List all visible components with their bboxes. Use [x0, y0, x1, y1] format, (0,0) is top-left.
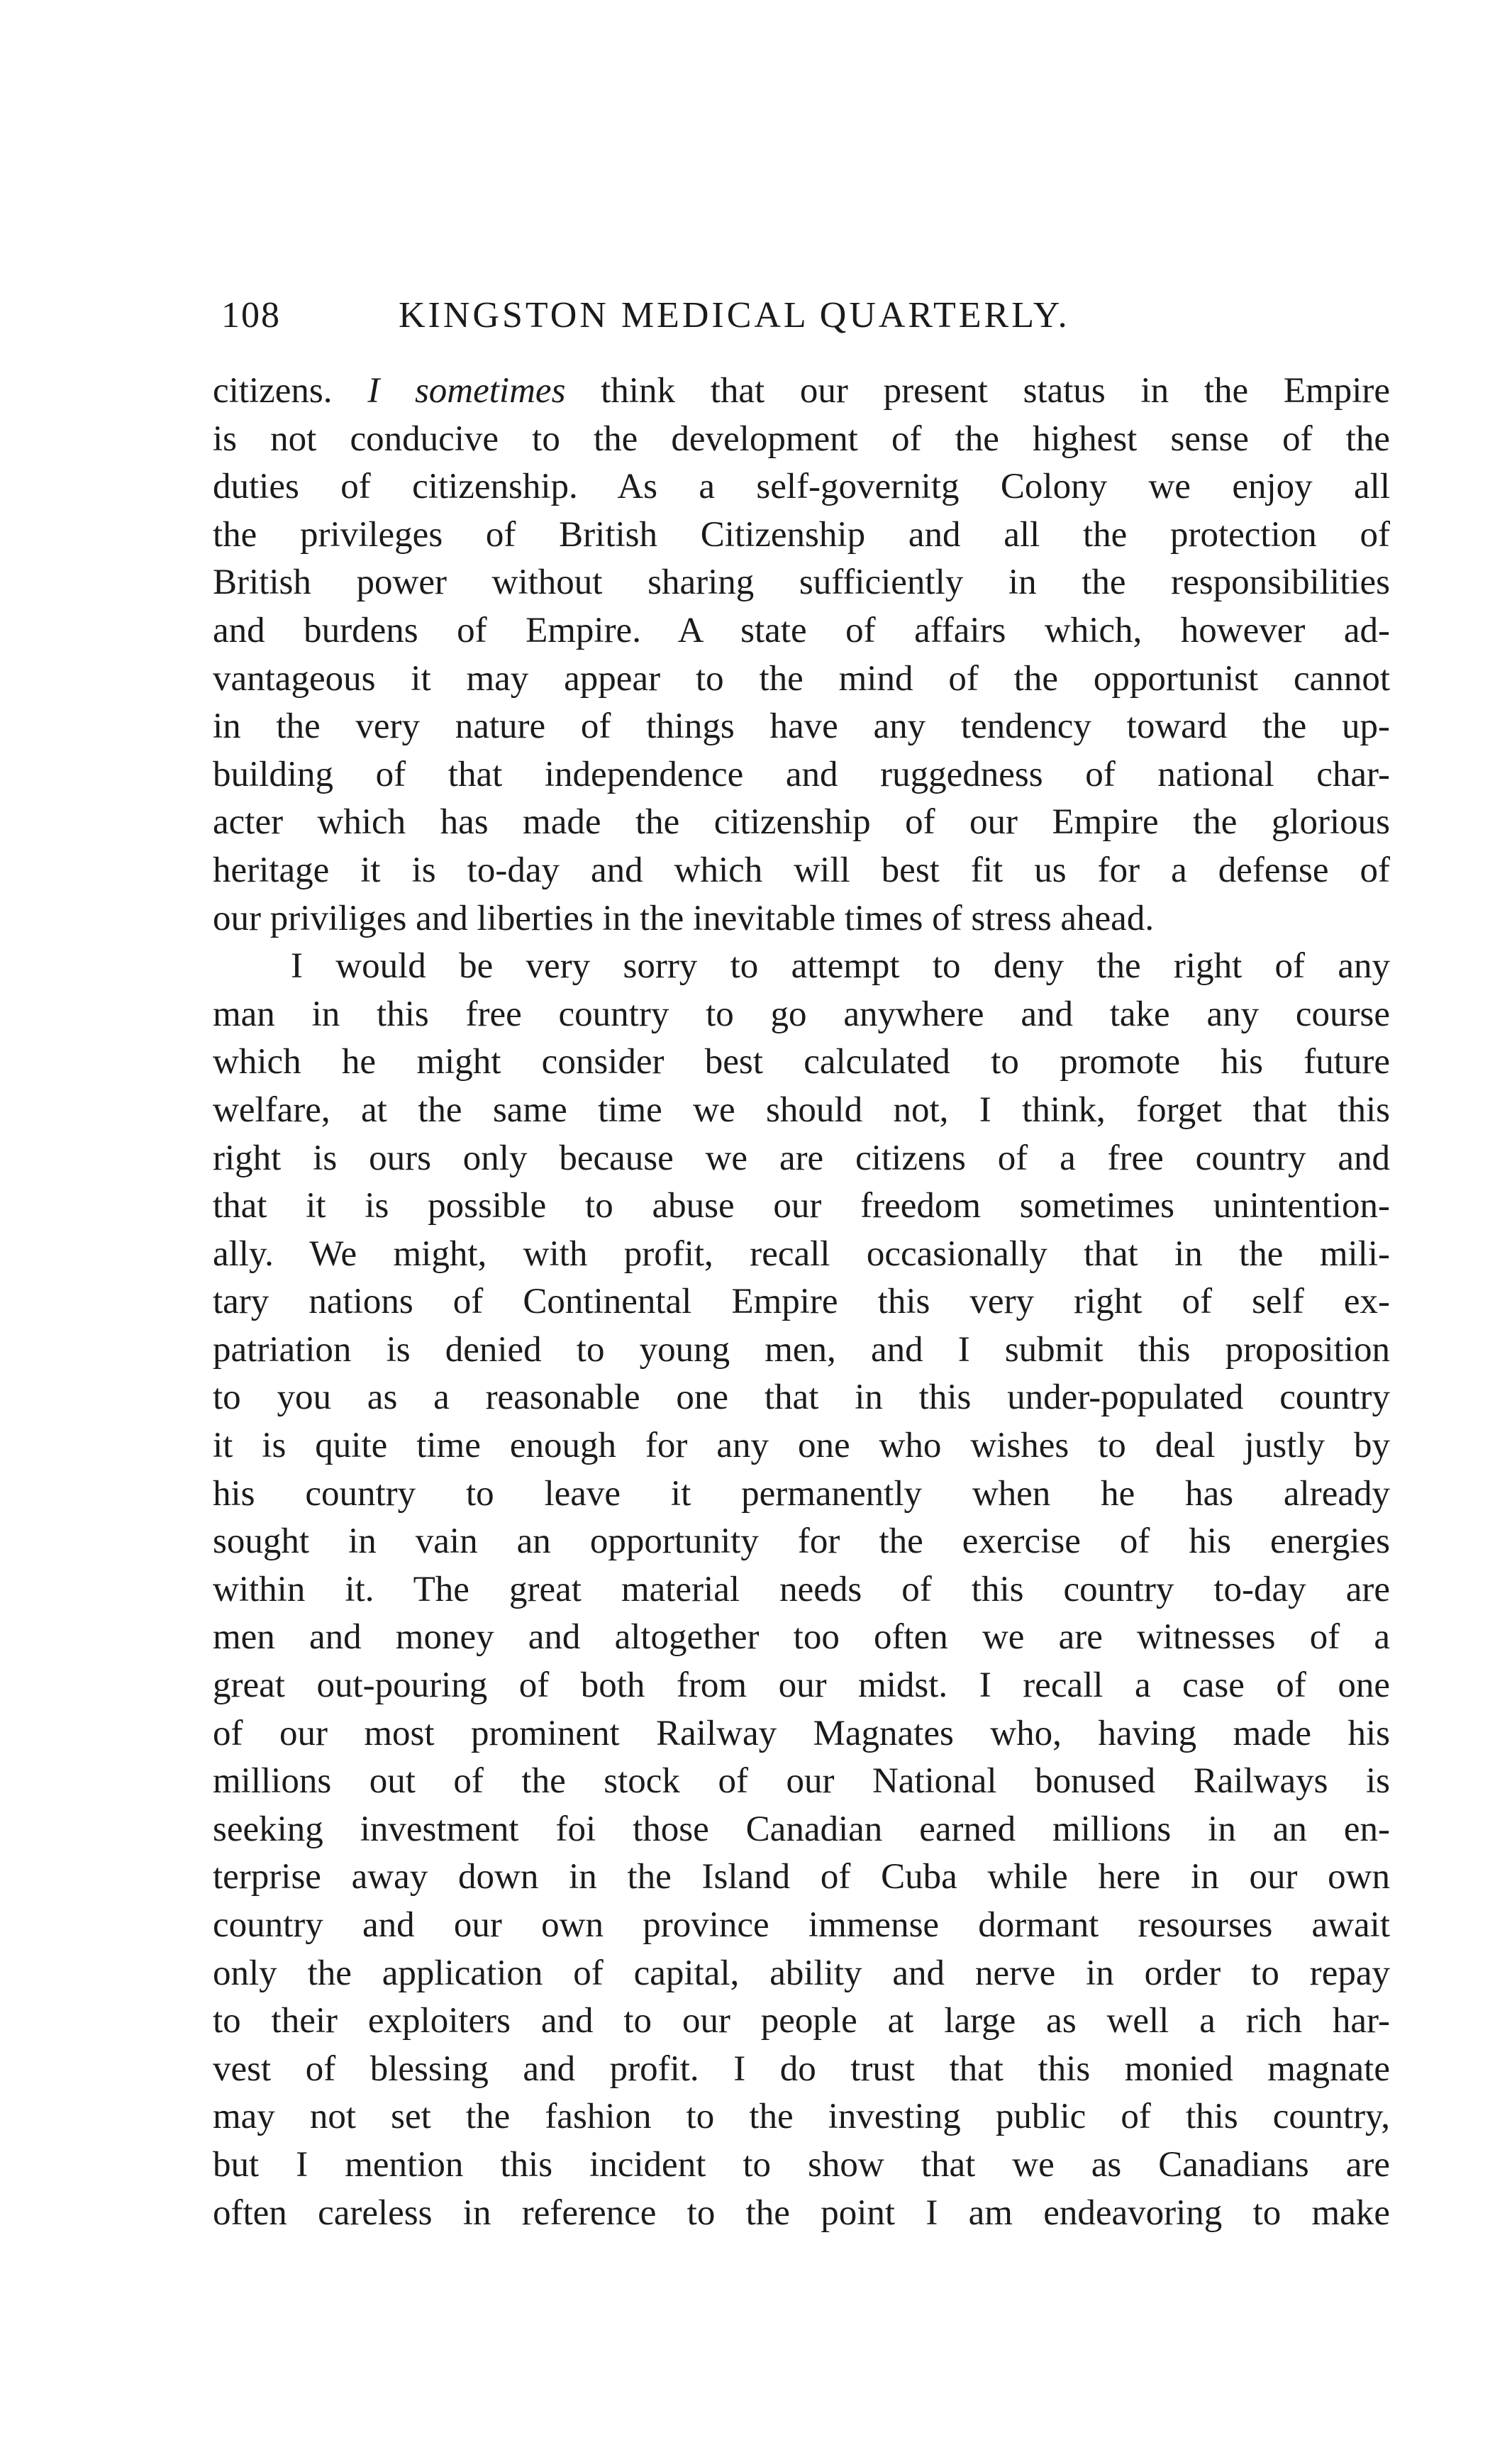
text-line: the privileges of British Citizenship and all the protection of	[213, 514, 1390, 555]
text-line: that it is possible to abuse our freedom sometimes unintention-	[213, 1186, 1390, 1226]
italic-phrase: I sometimes	[367, 371, 566, 411]
text-line: of our most prominent Railway Magnates who, having made his	[213, 1713, 1390, 1753]
text-line: vantageous it may appear to the mind of the opportunist cannot	[213, 658, 1390, 699]
text-line: our priviliges and liberties in the inevitable times of stress ahead.	[213, 898, 1155, 938]
text-line: to you as a reasonable one that in this under-populated country	[213, 1377, 1390, 1418]
text-line: within it. The great material needs of this country to-day are	[213, 1569, 1390, 1609]
text-line: building of that independence and ruggedness of national char-	[213, 754, 1390, 794]
paragraph-start-line: I would be very sorry to attempt to deny the right of any	[291, 946, 1390, 987]
text-line: tary nations of Continental Empire this very right of self ex-	[213, 1282, 1390, 1322]
text-line: terprise away down in the Island of Cuba while here in our own	[213, 1857, 1390, 1897]
text-line: heritage it is to-day and which will best fit us for a defense of	[213, 850, 1390, 890]
text-line: and burdens of Empire. A state of affairs which, however ad-	[213, 610, 1390, 650]
text-line: but I mention this incident to show that we as Canadians are	[213, 2144, 1390, 2185]
text-line: man in this free country to go anywhere and take any course	[213, 994, 1390, 1034]
text-line: vest of blessing and profit. I do trust that this monied magnate	[213, 2048, 1390, 2089]
text-line: his country to leave it permanently when he has already	[213, 1473, 1390, 1514]
text-line: British power without sharing sufficiently in the responsibilities	[213, 562, 1390, 603]
text-line: great out-pouring of both from our midst. I recall a case of one	[213, 1665, 1390, 1706]
text-line: often careless in reference to the point I am endeavoring to make	[213, 2192, 1390, 2233]
text-line: it is quite time enough for any one who wishes to deal justly by	[213, 1426, 1390, 1466]
text-line	[213, 367, 1390, 416]
text-line: which he might consider best calculated to promote his future	[213, 1042, 1390, 1082]
page-number: 108	[221, 295, 281, 336]
text-line: in the very nature of things have any tendency toward the up-	[213, 706, 1390, 747]
text-line: welfare, at the same time we should not, I think, forget that this	[213, 1089, 1390, 1130]
text-line: patriation is denied to young men, and I submit this proposition	[213, 1329, 1390, 1370]
text-line: duties of citizenship. As a self-governitg Colony we enjoy all	[213, 467, 1390, 507]
text-line: may not set the fashion to the investing public of this country,	[213, 2097, 1390, 2137]
text-line: to their exploiters and to our people at large as well a rich har-	[213, 2001, 1390, 2041]
journal-title: KINGSTON MEDICAL QUARTERLY.	[399, 295, 1070, 336]
text-line: acter which has made the citizenship of our Empire the glorious	[213, 802, 1390, 843]
body-text	[213, 367, 1390, 2237]
text-line: ally. We might, with profit, recall occasionally that in the mili-	[213, 1233, 1390, 1274]
text-line: is not conducive to the development of the highest sense of the	[213, 418, 1390, 459]
text-segment: citizens.	[213, 371, 368, 411]
text-line: men and money and altogether too often we are witnesses of a	[213, 1617, 1390, 1658]
text-line: seeking investment foi those Canadian earned millions in an en-	[213, 1809, 1390, 1849]
text-line: millions out of the stock of our National bonused Railways is	[213, 1761, 1390, 1802]
text-line: sought in vain an opportunity for the exercise of his energies	[213, 1521, 1390, 1562]
text-segment: think that our present status in the Empire	[565, 371, 1391, 411]
text-line: country and our own province immense dormant resourses await	[213, 1905, 1390, 1945]
text-line: right is ours only because we are citizens of a free country and	[213, 1138, 1390, 1178]
text-line: only the application of capital, ability and nerve in order to repay	[213, 1953, 1390, 1993]
running-header	[213, 291, 1390, 340]
